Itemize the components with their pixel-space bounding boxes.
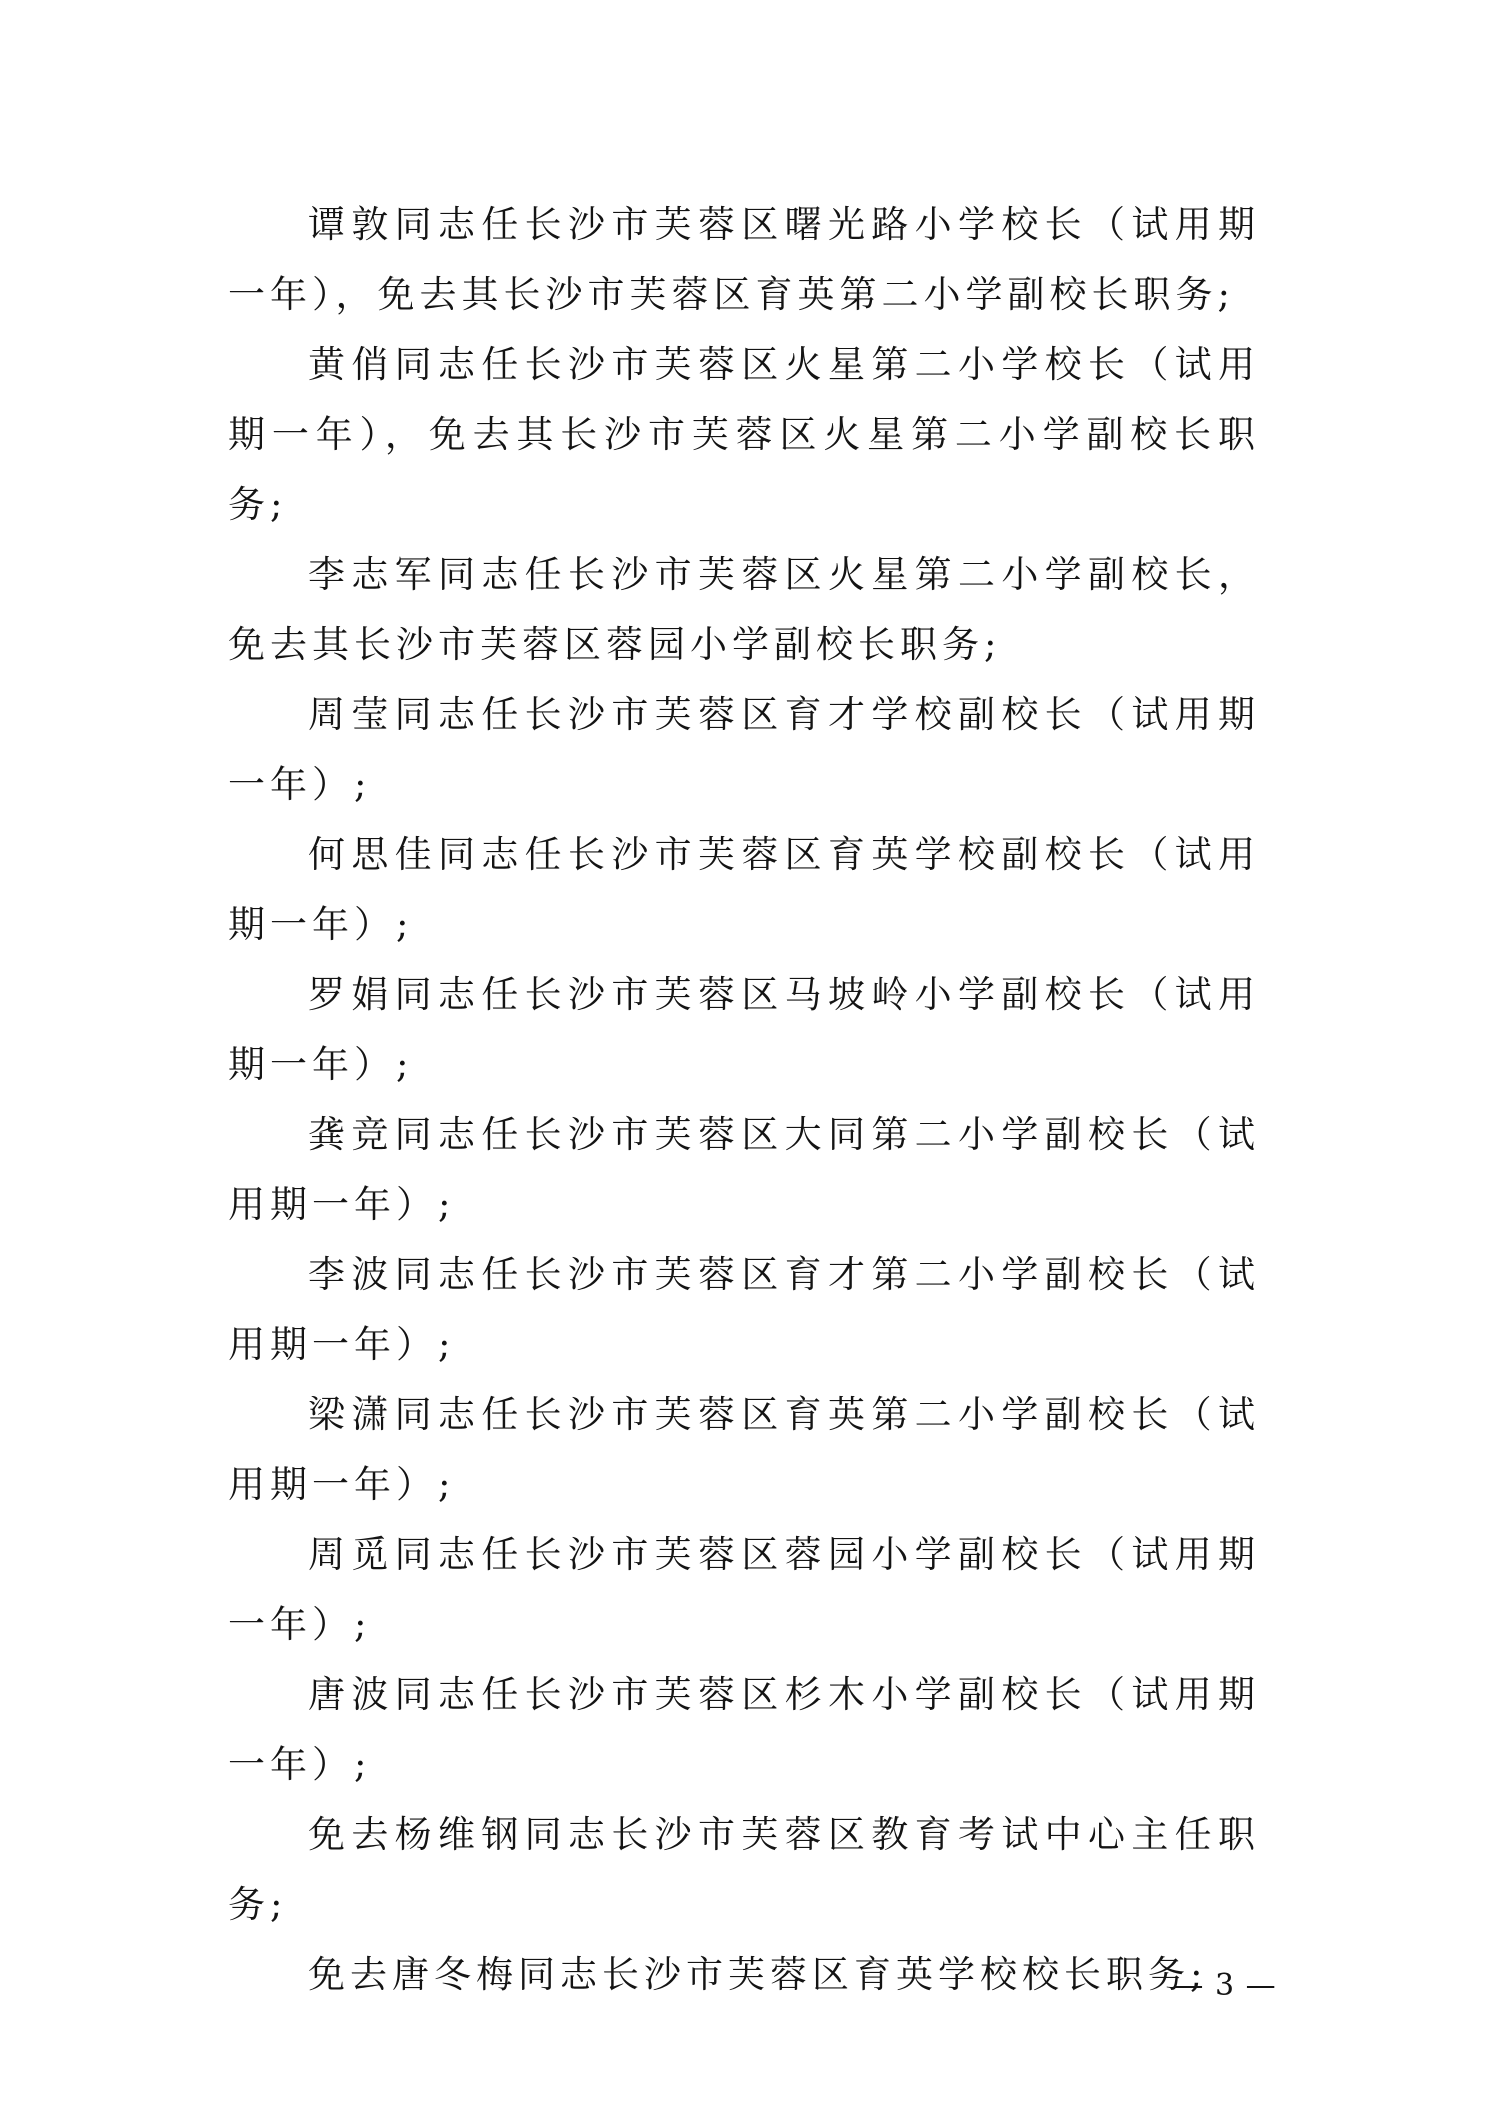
document-body: [228, 190, 1260, 2010]
paragraph-6: 罗娟同志任长沙市芙蓉区马坡岭小学副校长（试用期一年）;: [228, 973, 1260, 1086]
paragraph-8: 李波同志任长沙市芙蓉区育才第二小学副校长（试用期一年）;: [228, 1253, 1260, 1366]
paragraph-2: 黄俏同志任长沙市芙蓉区火星第二小学校长（试用期一年），免去其长沙市芙蓉区火星第二小学副校长职务;: [228, 343, 1260, 526]
paragraph-11: 唐波同志任长沙市芙蓉区杉木小学副校长（试用期一年）;: [228, 1673, 1260, 1786]
paragraph-5: 何思佳同志任长沙市芙蓉区育英学校副校长（试用期一年）;: [228, 833, 1260, 946]
paragraph-7: 龚竞同志任长沙市芙蓉区大同第二小学副校长（试用期一年）;: [228, 1113, 1260, 1226]
paragraph-3: 李志军同志任长沙市芙蓉区火星第二小学副校长，免去其长沙市芙蓉区蓉园小学副校长职务;: [228, 553, 1260, 666]
paragraph-10: 周觅同志任长沙市芙蓉区蓉园小学副校长（试用期一年）;: [228, 1533, 1260, 1646]
paragraph-13: 免去唐冬梅同志长沙市芙蓉区育英学校校长职务;: [308, 1953, 1208, 1996]
paragraph-9: 梁潇同志任长沙市芙蓉区育英第二小学副校长（试用期一年）;: [228, 1393, 1260, 1506]
paragraph-4: 周莹同志任长沙市芙蓉区育才学校副校长（试用期一年）;: [228, 693, 1260, 806]
paragraph-12: 免去杨维钢同志长沙市芙蓉区教育考试中心主任职务;: [228, 1813, 1260, 1926]
paragraph-1: 谭敦同志任长沙市芙蓉区曙光路小学校长（试用期一年），免去其长沙市芙蓉区育英第二小学副校长职务;: [228, 203, 1260, 316]
page-number: — 3 —: [1173, 1968, 1277, 2003]
